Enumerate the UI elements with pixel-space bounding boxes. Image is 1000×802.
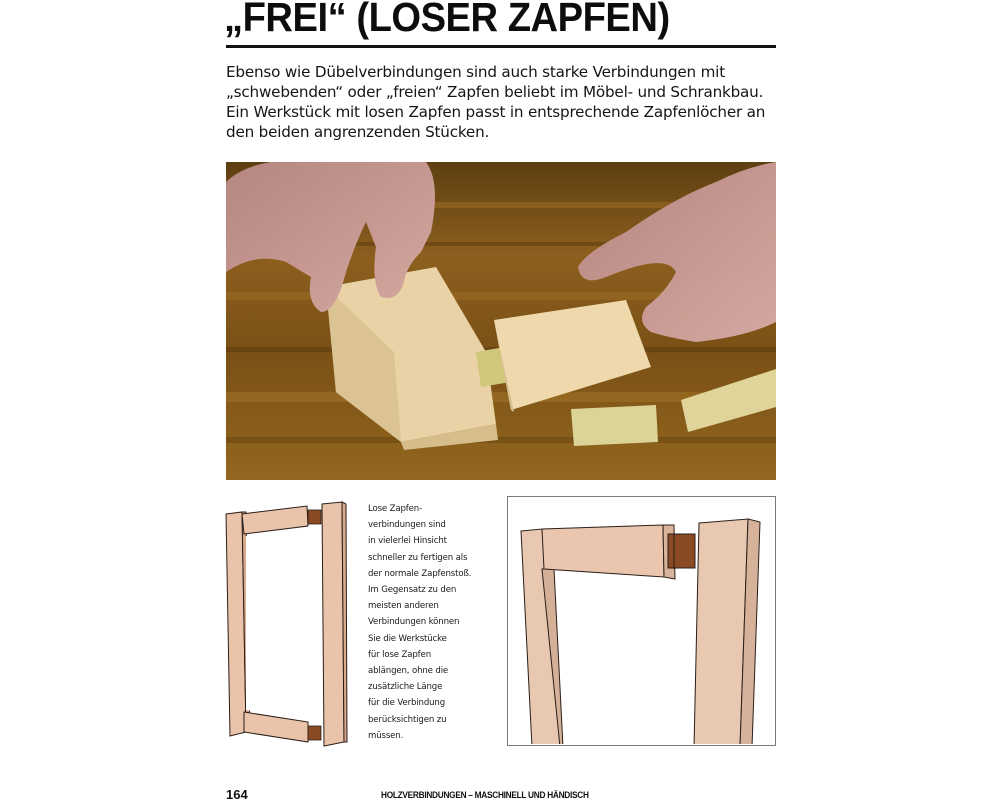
- caption-line: verbindungen sind: [368, 520, 446, 531]
- caption-line: für lose Zapfen: [368, 649, 431, 660]
- intro-paragraph: [226, 62, 786, 142]
- caption-line: in vielerlei Hinsicht: [368, 536, 447, 547]
- caption-line: meisten anderen: [368, 601, 439, 612]
- intro-line: Ebenso wie Dübelverbindungen sind auch starke Verbindungen mit: [226, 63, 725, 81]
- frame-diagram-full: [222, 496, 352, 752]
- running-title: HOLZVERBINDUNGEN – MASCHINELL UND HÄNDISCH: [381, 790, 589, 800]
- intro-line: „schwebenden“ oder „freien“ Zapfen beliebt im Möbel- und Schrankbau.: [226, 83, 764, 101]
- figure-caption: [368, 501, 498, 744]
- page-title-rest: (LOSER ZAPFEN): [346, 0, 670, 40]
- intro-line: den beiden angrenzenden Stücken.: [226, 123, 490, 141]
- page-title: [224, 0, 670, 41]
- caption-line: zusätzliche Länge: [368, 682, 443, 693]
- title-divider: [226, 45, 776, 48]
- caption-line: ablängen, ohne die: [368, 666, 449, 677]
- caption-line: Im Gegensatz zu den: [368, 585, 457, 596]
- caption-line: schneller zu fertigen als: [368, 552, 468, 563]
- page-number: 164: [226, 787, 248, 802]
- caption-line: Lose Zapfen-: [368, 504, 423, 514]
- caption-line: Sie die Werkstücke: [368, 633, 447, 644]
- page-title-bold: „FREI“: [224, 0, 347, 40]
- caption-line: müssen.: [368, 730, 404, 741]
- frame-diagram-detail: [507, 496, 776, 746]
- caption-line: berücksichtigen zu: [368, 714, 447, 725]
- intro-line: Ein Werkstück mit losen Zapfen passt in entsprechende Zapfenlöcher an: [226, 103, 766, 121]
- caption-line: Verbindungen können: [368, 617, 460, 628]
- caption-line: für die Verbindung: [368, 698, 446, 709]
- caption-line: der normale Zapfenstoß.: [368, 568, 472, 579]
- workbench-photo: [226, 162, 776, 480]
